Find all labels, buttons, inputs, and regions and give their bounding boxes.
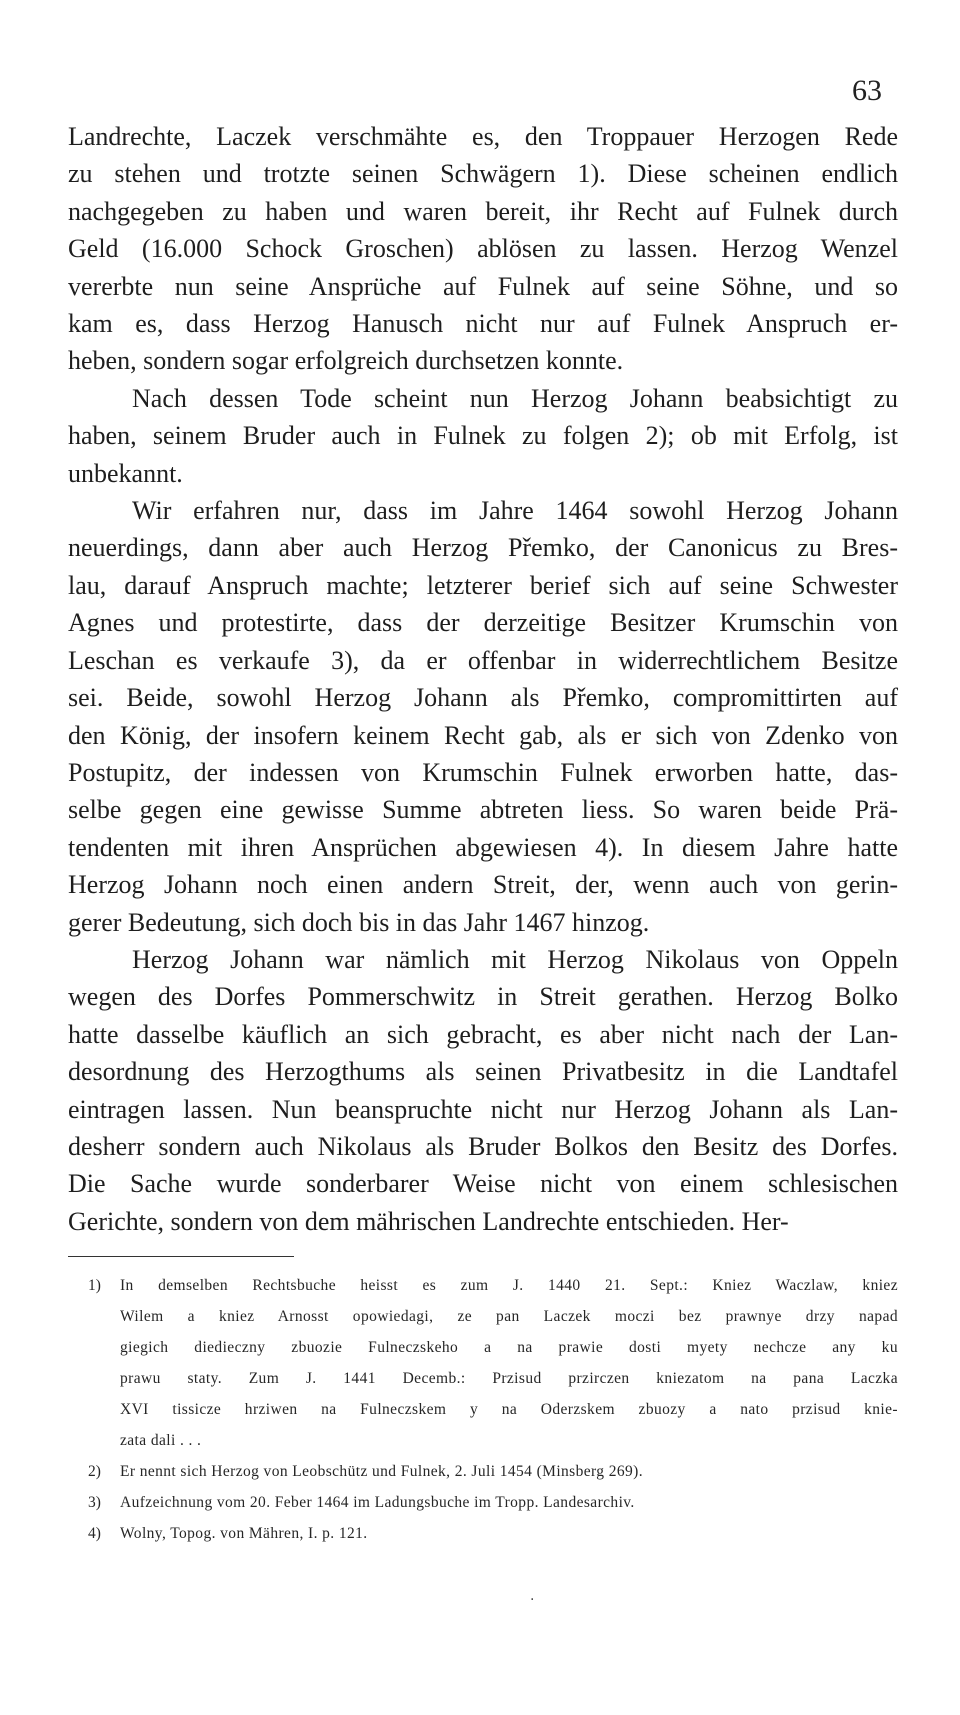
text-line: Nach dessen Tode scheint nun Herzog Johann beabsichtigt zu [132,383,898,413]
footnote-line: giegich diedieczny zbuozie Fulneczskeho a na prawie dosti myety nechcze any ku [120,1339,898,1356]
footnote-line: Aufzeichnung vom 20. Feber 1464 im Ladungsbuche im Tropp. Landesarchiv. [120,1494,635,1511]
footnotes [68,1270,898,1549]
text-line: sei. Beide, sowohl Herzog Johann als Přemko, compromittirten auf [68,683,898,713]
footnote [68,1518,898,1549]
text-line: haben, seinem Bruder auch in Fulnek zu folgen 2); ob mit Erfolg, ist [68,421,898,451]
footnote-line: zata dali . . . [120,1432,202,1449]
text-line: kam es, dass Herzog Hanusch nicht nur auf Fulnek Anspruch er- [68,309,898,339]
footnote-marker: 4) [88,1525,101,1542]
text-line: neuerdings, dann aber auch Herzog Přemko, der Canonicus zu Bres- [68,533,898,563]
text-line: nachgegeben zu haben und waren bereit, ihr Recht auf Fulnek durch [68,196,898,226]
footnote [68,1487,898,1518]
text-line: Wir erfahren nur, dass im Jahre 1464 sowohl Herzog Johann [132,496,898,526]
text-line: lau, darauf Anspruch machte; letzterer berief sich auf seine Schwester [68,570,898,600]
page-number: 63 [852,74,882,107]
text-line: vererbte nun seine Ansprüche auf Fulnek auf seine Söhne, und so [68,271,898,301]
paragraph [68,492,898,941]
text-line: heben, sondern sogar erfolgreich durchsetzen konnte. [68,346,624,376]
body-text [68,118,898,1240]
footnote-line: prawu staty. Zum J. 1441 Decemb.: Przisud przirczen kniezatom na pana Laczka [120,1370,898,1387]
text-line: Agnes und protestirte, dass der derzeitige Besitzer Krumschin von [68,608,898,638]
footnote-line: XVI tissicze hrziwen na Fulneczskem y na Oderzskem zbuozy a nato przisud knie- [120,1401,898,1418]
text-line: desherr sondern auch Nikolaus als Bruder Bolkos den Besitz des Dorfes. [68,1131,898,1161]
text-line: eintragen lassen. Nun beanspruchte nicht nur Herzog Johann als Lan- [68,1094,898,1124]
footnote-marker: 2) [88,1463,101,1480]
text-line: unbekannt. [68,458,183,488]
paragraph [68,380,898,492]
text-line: gerer Bedeutung, sich doch bis in das Jahr 1467 hinzog. [68,907,650,937]
text-line: hatte dasselbe käuflich an sich gebracht, es aber nicht nach der Lan- [68,1019,898,1049]
footnote-marker: 1) [88,1277,101,1294]
bottom-mark: · [530,1592,535,1608]
footnote-marker: 3) [88,1494,101,1511]
footnote [68,1270,898,1456]
footnote-line: In demselben Rechtsbuche heisst es zum J. 1440 21. Sept.: Kniez Waczlaw, kniez [120,1277,898,1294]
text-line: tendenten mit ihren Ansprüchen abgewiesen 4). In diesem Jahre hatte [68,832,898,862]
text-line: Geld (16.000 Schock Groschen) ablösen zu lassen. Herzog Wenzel [68,234,898,264]
footnote [68,1456,898,1487]
text-line: wegen des Dorfes Pommerschwitz in Streit gerathen. Herzog Bolko [68,982,898,1012]
text-line: Herzog Johann noch einen andern Streit, der, wenn auch von gerin- [68,870,898,900]
text-line: den König, der insofern keinem Recht gab, als er sich von Zdenko von [68,720,898,750]
text-line: Leschan es verkaufe 3), da er offenbar in widerrechtlichem Besitze [68,645,898,675]
footnote-line: Wilem a kniez Arnosst opowiedagi, ze pan Laczek moczi bez prawnye drzy napad [120,1308,898,1325]
footnote-line: Wolny, Topog. von Mähren, I. p. 121. [120,1525,368,1542]
footnote-separator [68,1256,294,1257]
text-line: zu stehen und trotzte seinen Schwägern 1). Diese scheinen endlich [68,159,898,189]
text-line: Die Sache wurde sonderbarer Weise nicht von einem schlesischen [68,1169,898,1199]
text-line: Postupitz, der indessen von Krumschin Fulnek erworben hatte, das- [68,757,898,787]
text-line: selbe gegen eine gewisse Summe abtreten liess. So waren beide Prä- [68,795,898,825]
text-line: Gerichte, sondern von dem mährischen Landrechte entschieden. Her- [68,1206,789,1236]
paragraph [68,118,898,380]
text-line: Landrechte, Laczek verschmähte es, den Troppauer Herzogen Rede [68,122,898,151]
footnote-line: Er nennt sich Herzog von Leobschütz und Fulnek, 2. Juli 1454 (Minsberg 269). [120,1463,644,1480]
text-line: desordnung des Herzogthums als seinen Privatbesitz in die Landtafel [68,1057,898,1087]
text-line: Herzog Johann war nämlich mit Herzog Nikolaus von Oppeln [132,944,898,974]
paragraph [68,941,898,1240]
